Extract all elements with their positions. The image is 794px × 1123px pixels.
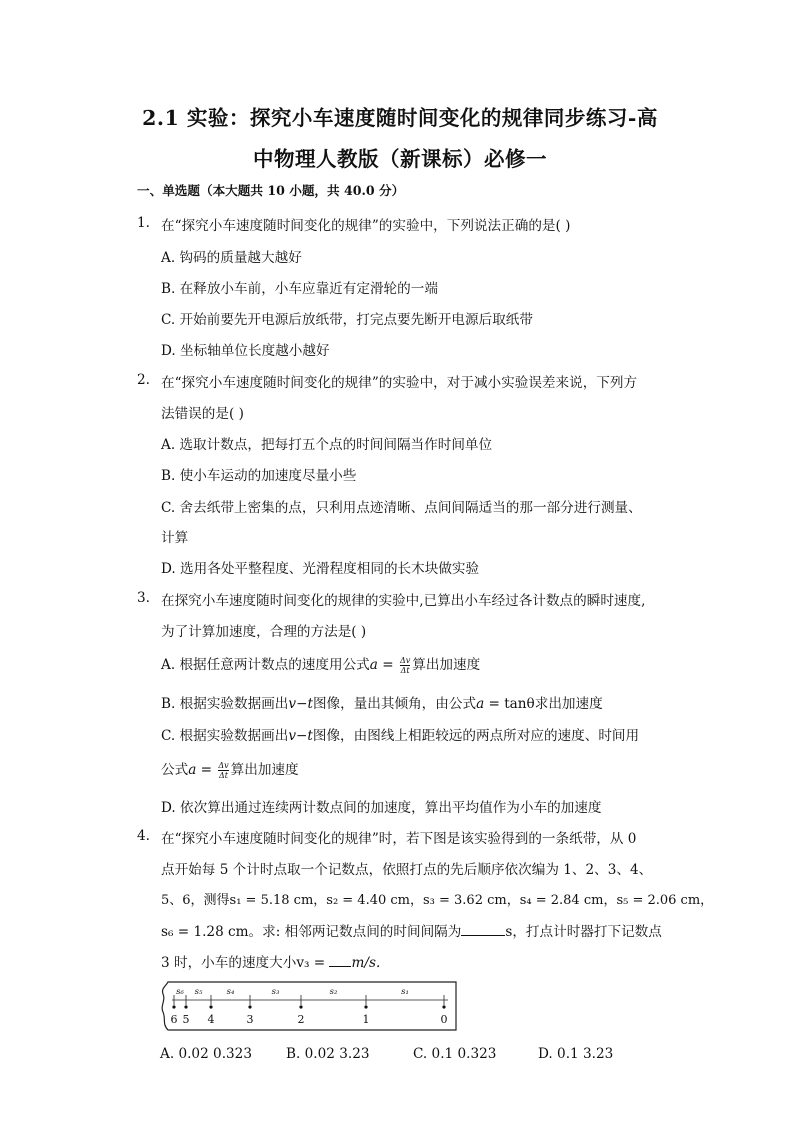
q4-choice-a: A. 0.02 0.323 — [160, 1046, 252, 1062]
answer-blank-velocity — [329, 954, 351, 967]
tape-dot — [209, 1005, 212, 1008]
tape-segment-label: s₆ — [176, 987, 184, 997]
q4-text-line3: 5、6，测得s₁ = 5.18 cm，s₂ = 4.40 cm，s₃ = 3.62 cm，s₄ = 2.84 cm，s₅ = 2.06 cm， — [161, 893, 714, 908]
tape-segment-label: s₃ — [271, 987, 280, 997]
document-title-line2: 中物理人教版（新课标）必修一 — [253, 147, 547, 171]
q4-text-line1: 在“探究小车速度随时间变化的规律”时，若下图是该实验得到的一条纸带，从 0 — [161, 831, 637, 847]
q2-number: 2. — [137, 372, 150, 388]
q2-option-b: B. 使小车运动的加速度尽量小些 — [161, 468, 357, 484]
q2-option-d: D. 选用各处平整程度、光滑程度相同的长木块做实验 — [161, 561, 480, 577]
q3-option-a: A. 根据任意两计数点的速度用公式a = $\frac{\Delta v}{\Delta t}$ 算出加速度 — [161, 656, 481, 675]
tape-point-labels — [171, 1013, 448, 1026]
q3-option-b: B. 根据实验数据画出v−t图像，量出其倾角，由公式a = tanθ求出加速度 — [161, 696, 603, 712]
q4-text-line5: 3 时，小车的速度大小v₃ = m/s． — [161, 955, 390, 971]
tape-dot — [184, 1005, 187, 1008]
fraction-dv-dt: $\frac{\Delta v}{\Delta t}$ — [399, 656, 411, 675]
document-title-line1: 2.1 实验：探究小车速度随时间变化的规律同步练习-高 — [142, 106, 658, 130]
tape-segment-label: s₄ — [226, 987, 235, 997]
tape-dot — [248, 1005, 251, 1008]
q1-option-b: B. 在释放小车前，小车应靠近有定滑轮的一端 — [161, 281, 438, 297]
tape-point-label: 6 — [170, 1013, 178, 1026]
q2-option-c: C. 舍去纸带上密集的点，只利用点迹清晰、点间间隔适当的那一部分进行测量、 — [161, 500, 642, 516]
q2-option-a: A. 选取计数点，把每打五个点的时间间隔当作时间单位 — [161, 437, 493, 453]
q4-choice-d: D. 0.1 3.23 — [538, 1046, 614, 1062]
tape-point-label: 2 — [297, 1013, 305, 1026]
tape-dot — [364, 1005, 367, 1008]
tape-segment-label: s₂ — [329, 987, 338, 997]
fraction-dv-dt: $\frac{\Delta v}{\Delta t}$ — [218, 761, 229, 780]
tape-point-label: 4 — [207, 1013, 215, 1026]
q1-option-a: A. 钩码的质量越大越好 — [161, 250, 302, 266]
q3-text-line1: 在探究小车速度随时间变化的规律的实验中,已算出小车经过各计数点的瞬时速度, — [161, 593, 646, 609]
q3-number: 3. — [137, 590, 150, 606]
q1-text: 在“探究小车速度随时间变化的规律”的实验中，下列说法正确的是( ) — [161, 218, 571, 234]
q1-option-d: D. 坐标轴单位长度越小越好 — [161, 343, 330, 359]
q3-text-line2: 为了计算加速度，合理的方法是( ) — [161, 624, 367, 640]
tape-dot — [442, 1005, 445, 1008]
q3-option-d: D. 依次算出通过连续两计数点间的加速度，算出平均值作为小车的加速度 — [161, 800, 602, 816]
q2-text-line2: 法错误的是( ) — [161, 406, 244, 422]
q4-text-line2: 点开始每 5 个计时点取一个记数点，依照打点的先后顺序依次编为 1、2、3、4、 — [161, 862, 653, 878]
tape-point-label: 0 — [440, 1013, 448, 1026]
tape-outline — [162, 982, 456, 1030]
q2-text-line1: 在“探究小车速度随时间变化的规律”的实验中，对于减小实验误差来说，下列方 — [161, 375, 638, 391]
tape-point-label: 3 — [246, 1013, 254, 1026]
tape-dot — [172, 1005, 175, 1008]
tape-dot — [299, 1005, 302, 1008]
tape-segment-label: s₅ — [194, 987, 203, 997]
q3-option-c: C. 根据实验数据画出v−t图像，由图线上相距较远的两点所对应的速度、时间用 — [161, 728, 640, 744]
tape-dots — [172, 1005, 445, 1008]
q4-choice-b: B. 0.02 3.23 — [286, 1046, 370, 1062]
q4-number: 4. — [137, 828, 150, 844]
section-heading: 一、单选题（本大题共 10 小题，共 40.0 分） — [137, 183, 405, 198]
tape-segment-label: s₁ — [401, 987, 409, 997]
q2-option-c-cont: 计算 — [161, 530, 189, 546]
q4-text-line4: s₆ = 1.28 cm。求: 相邻两记数点间的时间间隔为 s，打点计时器打下记数点 — [161, 924, 662, 940]
q4-choice-c: C. 0.1 0.323 — [413, 1046, 497, 1062]
q1-number: 1. — [137, 215, 150, 231]
q3-option-c-cont: 公式a = $\frac{\Delta v}{\Delta t}$ 算出加速度 — [161, 761, 299, 780]
tape-point-label: 5 — [182, 1013, 190, 1026]
q1-option-c: C. 开始前要先开电源后放纸带，打完点要先断开电源后取纸带 — [161, 312, 533, 328]
paper-tape-figure — [160, 980, 460, 1032]
answer-blank-interval — [461, 923, 505, 936]
tape-point-label: 1 — [362, 1013, 370, 1026]
